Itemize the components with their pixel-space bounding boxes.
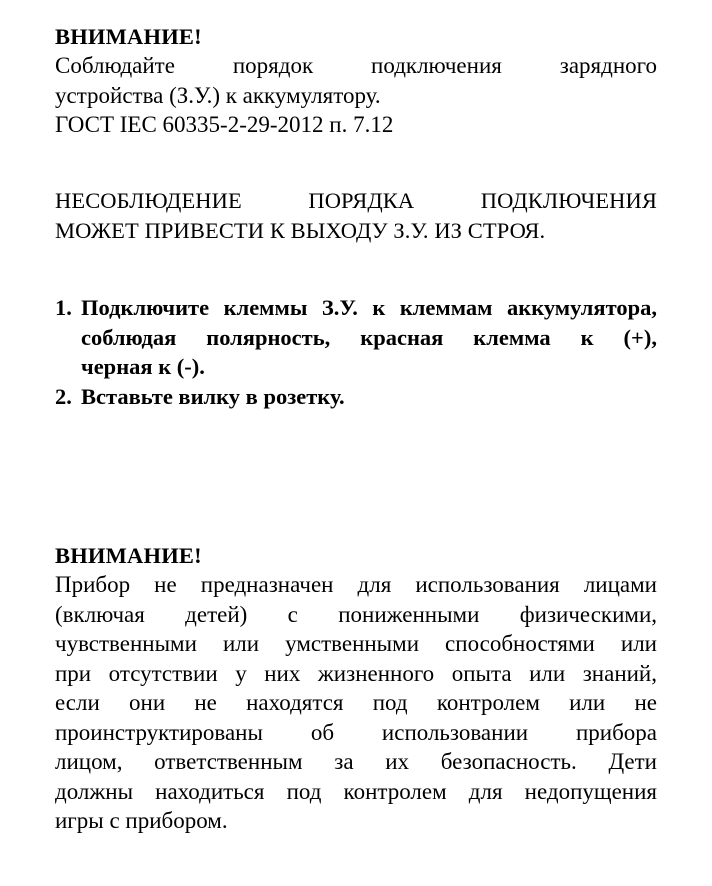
consequence-notice-paragraph xyxy=(55,186,657,246)
consequence-notice-block xyxy=(55,186,657,246)
text-line: соблюдая полярность, красная клемма к (+), xyxy=(81,324,657,350)
vulnerable-persons-warning-block xyxy=(55,541,657,836)
list-item xyxy=(55,382,657,412)
text-line: если они не находятся под контролем или не xyxy=(55,690,657,715)
text-line: проинструктированы об использовании прибора xyxy=(55,719,657,745)
connection-steps-list xyxy=(55,293,657,411)
list-item xyxy=(55,293,657,382)
text-line: НЕСОБЛЮДЕНИЕ ПОРЯДКА ПОДКЛЮЧЕНИЯ xyxy=(55,188,657,213)
text-line: Прибор не предназначен для использования лицами xyxy=(55,572,657,597)
text-line: Подключите клеммы З.У. к клеммам аккумулятора, xyxy=(81,295,657,320)
list-item-text xyxy=(81,382,657,412)
list-item-text xyxy=(81,293,657,382)
list-item-marker: 1. xyxy=(55,295,72,320)
text-line: (включая детей) с пониженными физическими, xyxy=(55,601,657,627)
list-item-marker: 2. xyxy=(55,383,72,409)
text-line: Соблюдайте порядок подключения зарядного xyxy=(55,53,657,78)
text-line: устройства (З.У.) к аккумулятору. xyxy=(55,82,381,108)
text-line: черная к (-). xyxy=(81,354,205,379)
text-line: лицом, ответственным за их безопасность. Дети xyxy=(55,749,657,774)
warning-heading-charger: ВНИМАНИЕ! xyxy=(55,24,202,49)
standard-reference-line: ГОСТ IEC 60335-2-29-2012 п. 7.12 xyxy=(55,112,394,137)
text-line: игры с прибором. xyxy=(55,808,228,833)
text-line: чувственными или умственными способностями или xyxy=(55,631,657,656)
charger-connection-paragraph xyxy=(55,51,657,140)
text-line: при отсутствии у них жизненного опыта или знаний, xyxy=(55,660,657,686)
text-line: МОЖЕТ ПРИВЕСТИ К ВЫХОДУ З.У. ИЗ СТРОЯ. xyxy=(55,218,546,243)
vulnerable-persons-paragraph xyxy=(55,570,657,836)
warning-heading-vulnerable-persons: ВНИМАНИЕ! xyxy=(55,543,202,568)
charger-connection-warning-block xyxy=(55,22,657,140)
text-line: должны находиться под контролем для недопущения xyxy=(55,778,657,804)
text-line: Вставьте вилку в розетку. xyxy=(81,383,345,409)
